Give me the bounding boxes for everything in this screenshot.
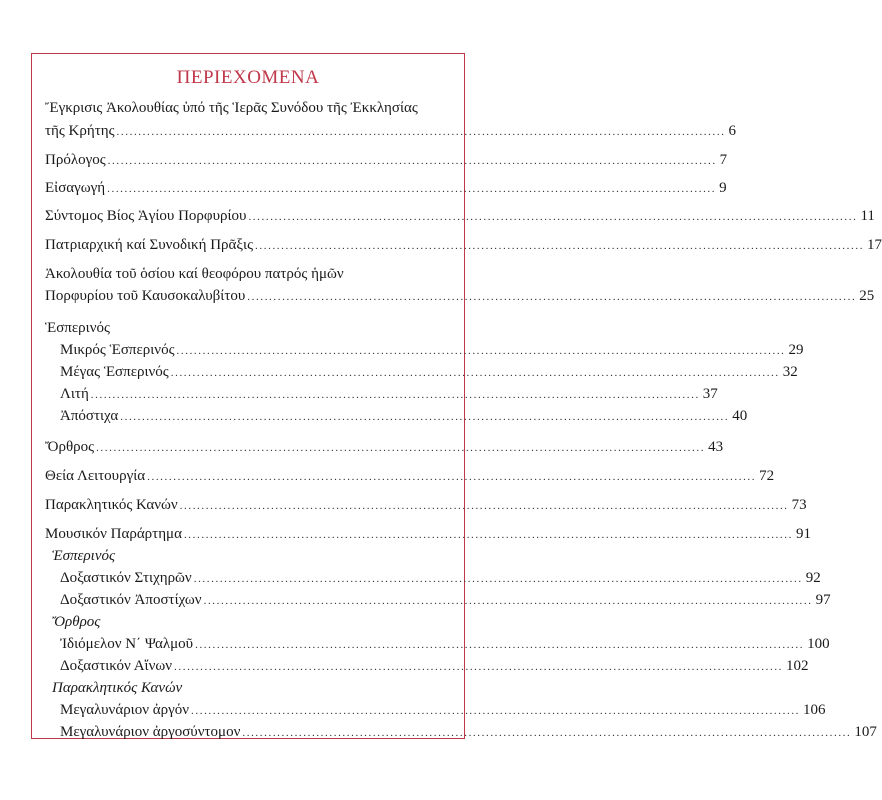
toc-page-number: 32	[782, 364, 798, 380]
toc-entry-label: Ἔγκρισις Ἀκολουθίας ὑπό τῆς Ἱερᾶς Συνόδου τῆς Ἐκκλησίας	[45, 100, 418, 116]
toc-page-number: 6	[728, 123, 737, 139]
leader-dots: ............................................................................................................................................	[90, 389, 700, 401]
toc-entry-label: Δοξαστικόν Ἀποστίχων	[60, 592, 202, 608]
toc-subsection-label: Ὄρθρος	[52, 614, 101, 630]
leader-dots: ............................................................................................................................................	[195, 639, 805, 651]
toc-entry-paraklitikos[interactable]	[0, 494, 807, 516]
toc-entry-aposticha[interactable]	[0, 405, 748, 427]
toc-page-number: 9	[719, 180, 727, 196]
toc-entry-doxastikon-enon[interactable]	[0, 655, 809, 677]
page-title: ΠΕΡΙΕΧΟΜΕΝΑ	[176, 67, 320, 88]
leader-dots: ............................................................................................................................................	[203, 595, 813, 607]
leader-dots: ............................................................................................................................................	[247, 291, 857, 303]
toc-page-number: 102	[786, 658, 809, 674]
toc-entry-label: Μέγας Ἑσπερινός	[60, 364, 169, 380]
toc-entry-label: Μικρός Ἑσπερινός	[60, 342, 175, 358]
toc-entry-doxastikon-stichiron[interactable]	[0, 567, 821, 589]
toc-entry-liti[interactable]	[0, 383, 718, 405]
toc-page-number: 100	[807, 636, 830, 652]
toc-entry-label: Ὄρθρος	[45, 439, 95, 455]
toc-page-number: 29	[788, 342, 804, 358]
toc-page-number: 92	[805, 570, 821, 586]
leader-dots: ............................................................................................................................................	[107, 183, 717, 195]
toc-page-number: 11	[860, 208, 875, 224]
toc-entry-small-vespers[interactable]	[0, 339, 804, 361]
leader-dots: ............................................................................................................................................	[107, 155, 717, 167]
leader-dots: ............................................................................................................................................	[170, 367, 780, 379]
toc-entry-akolouthia[interactable]	[0, 263, 529, 285]
toc-page-number: 91	[795, 526, 811, 542]
toc-page-number: 107	[854, 724, 877, 740]
leader-dots: ............................................................................................................................................	[248, 211, 858, 223]
toc-page-number: 40	[732, 408, 748, 424]
toc-entry-label: Λιτή	[60, 386, 89, 402]
leader-dots: ............................................................................................................................................	[193, 573, 803, 585]
toc-entry-label: Μεγαλυνάριον ἀργόν	[60, 702, 190, 718]
toc-entry-megalynarion-argon[interactable]	[0, 699, 826, 721]
toc-entry-label: Σύντομος Βίος Ἁγίου Πορφυρίου	[45, 208, 247, 224]
toc-entry-label: Μεγαλυνάριον ἀργοσύντομον	[60, 724, 241, 740]
toc-entry-prologue[interactable]	[0, 149, 728, 171]
toc-subsection-vespers[interactable]	[0, 545, 529, 567]
toc-entry-doxastikon-aposticha[interactable]	[0, 589, 831, 611]
leader-dots: ............................................................................................................................................	[120, 411, 730, 423]
toc-entry-label: Μουσικόν Παράρτημα	[45, 526, 182, 542]
toc-subsection-orthros[interactable]	[0, 611, 529, 633]
toc-page-number: 25	[859, 288, 875, 304]
toc-entry-divine-liturgy[interactable]	[0, 465, 775, 487]
toc-subsection-label: Παρακλητικός Κανών	[52, 680, 183, 696]
leader-dots: ............................................................................................................................................	[176, 345, 786, 357]
toc-page-number: 37	[702, 386, 718, 402]
toc-entry-label: Πρόλογος	[45, 152, 106, 168]
toc-entry-great-vespers[interactable]	[0, 361, 798, 383]
toc-entry-label: Δοξαστικόν Αἴνων	[60, 658, 173, 674]
toc-section-vespers[interactable]	[0, 317, 529, 339]
toc-page-number: 7	[719, 152, 728, 168]
toc-entry-label: τῆς Κρήτης	[45, 123, 115, 139]
toc-entry-label: Παρακλητικός Κανών	[45, 497, 178, 513]
toc-entry-label: Πατριαρχική καί Συνοδική Πρᾶξις	[45, 237, 254, 253]
leader-dots: ............................................................................................................................................	[174, 661, 784, 673]
leader-dots: ............................................................................................................................................	[96, 442, 706, 454]
toc-entry-akolouthia-cont[interactable]	[0, 285, 875, 307]
toc-entry-label: Δοξαστικόν Στιχηρῶν	[60, 570, 192, 586]
toc-page-number: 72	[759, 468, 775, 484]
toc-page-number: 97	[815, 592, 831, 608]
toc-section-label: Ἑσπερινός	[45, 320, 110, 336]
leader-dots: ............................................................................................................................................	[255, 240, 865, 252]
toc-entry-label: Ἀπόστιχα	[60, 408, 119, 424]
toc-page-number: 73	[791, 497, 807, 513]
toc-entry-orthros[interactable]	[0, 436, 724, 458]
toc-page-number: 17	[867, 237, 882, 253]
toc-entry-idiomelon[interactable]	[0, 633, 830, 655]
leader-dots: ............................................................................................................................................	[183, 529, 793, 541]
toc-entry-label: Πορφυρίου τοῦ Καυσοκαλυβίτου	[45, 288, 246, 304]
toc-subsection-paraklitikos[interactable]	[0, 677, 529, 699]
toc-entry-patriarchal-act[interactable]	[0, 234, 882, 256]
leader-dots: ............................................................................................................................................	[242, 727, 852, 739]
toc-subsection-label: Ἑσπερινός	[52, 548, 116, 564]
toc-entry-approval[interactable]	[0, 97, 529, 119]
toc-entry-label: Εἰσαγωγή	[45, 180, 106, 196]
toc-entry-music-appendix[interactable]	[0, 523, 811, 545]
toc-entry-short-life[interactable]	[0, 205, 875, 227]
toc-entry-introduction[interactable]	[0, 177, 727, 199]
toc-entry-label: Ἀκολουθία τοῦ ὁσίου καί θεοφόρου πατρός ἡμῶν	[45, 266, 344, 282]
leader-dots: ............................................................................................................................................	[116, 126, 726, 138]
toc-entry-label: Θεία Λειτουργία	[45, 468, 146, 484]
toc-page-number: 106	[803, 702, 826, 718]
toc-entry-approval-cont[interactable]	[0, 120, 737, 142]
leader-dots: ............................................................................................................................................	[179, 500, 789, 512]
toc-page-number: 43	[708, 439, 724, 455]
leader-dots: ............................................................................................................................................	[191, 705, 801, 717]
leader-dots: ............................................................................................................................................	[147, 471, 757, 483]
toc-entry-megalynarion-argosyntomon[interactable]	[0, 721, 877, 743]
toc-entry-label: Ἰδιόμελον Ν΄ Ψαλμοῦ	[60, 636, 194, 652]
